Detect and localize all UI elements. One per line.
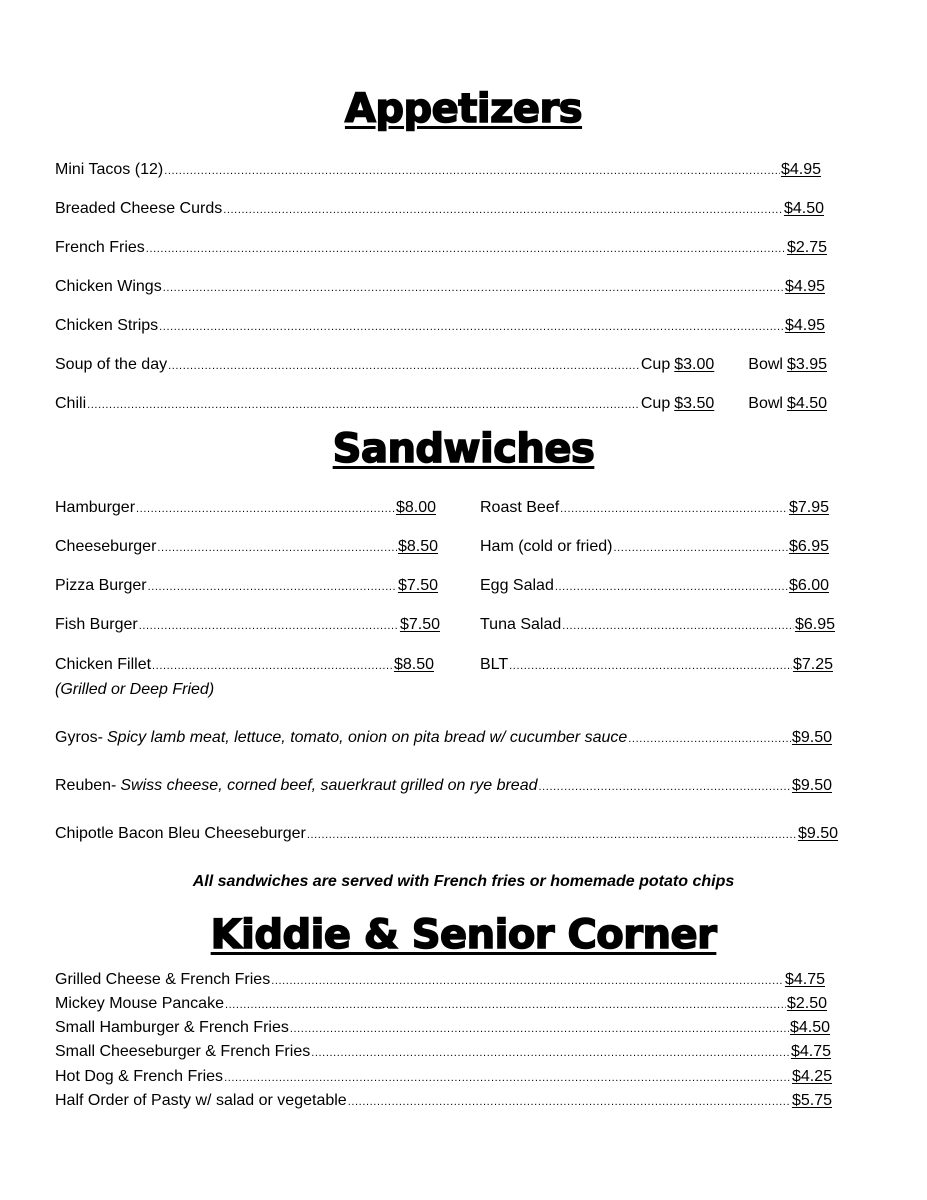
item-name: Mini Tacos (12) [55, 161, 164, 178]
leader-dots [271, 971, 784, 991]
leader-dots [628, 729, 791, 749]
special-item-row [55, 776, 832, 797]
item-price: $4.95 [784, 278, 825, 295]
chili-row [55, 394, 827, 415]
item-price: $2.75 [786, 239, 827, 256]
item-name: Chipotle Bacon Bleu Cheeseburger [55, 825, 306, 842]
item-price: $5.75 [791, 1092, 832, 1109]
menu-item-row [480, 576, 829, 597]
menu-item-row [55, 199, 824, 220]
leader-dots [152, 656, 393, 676]
item-price: $4.95 [780, 161, 821, 178]
leader-dots [225, 995, 786, 1015]
item-name: Hot Dog & French Fries [55, 1068, 224, 1085]
item-price: $6.95 [788, 538, 829, 555]
chicken-fillet-note: (Grilled or Deep Fried) [55, 681, 215, 698]
item-name: Chicken Strips [55, 317, 159, 334]
item-name: Roast Beef [480, 499, 560, 516]
leader-dots [539, 777, 791, 797]
cup-price: $3.00 [674, 356, 715, 373]
item-name: Fish Burger [55, 616, 138, 633]
menu-item-row [55, 277, 825, 298]
item-name: Breaded Cheese Curds [55, 200, 223, 217]
soup-row [55, 355, 827, 376]
kiddie-senior-heading: Kiddie & Senior Corner [210, 912, 717, 958]
sandwich-footnote: All sandwiches are served with French fries or homemade potato chips [192, 873, 735, 890]
item-price: $4.75 [790, 1043, 831, 1060]
item-name: Tuna Salad [480, 616, 562, 633]
leader-dots [311, 1043, 790, 1063]
item-name: Grilled Cheese & French Fries [55, 971, 271, 988]
menu-item-row [55, 970, 825, 991]
cup-label: Cup [640, 356, 671, 373]
menu-item-row [55, 1067, 832, 1088]
leader-dots [146, 239, 786, 259]
menu-item-row [55, 994, 827, 1015]
cup-price: $3.50 [674, 395, 715, 412]
leader-dots [290, 1019, 789, 1039]
item-name: Ham (cold or fried) [480, 538, 613, 555]
leader-dots [159, 317, 784, 337]
sandwiches-heading: Sandwiches [332, 426, 595, 472]
item-name: Hamburger [55, 499, 136, 516]
item-price: $7.95 [788, 499, 829, 516]
leader-dots [613, 538, 787, 558]
leader-dots [163, 278, 784, 298]
leader-dots [555, 577, 788, 597]
item-name: Chicken Wings [55, 278, 162, 295]
menu-item-row [480, 498, 829, 519]
bowl-price: $4.50 [786, 395, 827, 412]
item-name: BLT [480, 656, 509, 673]
menu-item-row [55, 655, 434, 676]
item-name: Cheeseburger [55, 538, 157, 555]
leader-dots [307, 825, 797, 845]
item-name: Small Cheeseburger & French Fries [55, 1043, 311, 1060]
leader-dots [509, 656, 792, 676]
item-price: $6.95 [794, 616, 835, 633]
leader-dots [348, 1092, 791, 1112]
item-price: $9.50 [797, 825, 838, 842]
item-price: $4.50 [789, 1019, 830, 1036]
appetizers-heading: Appetizers [344, 86, 583, 132]
item-price: $8.00 [395, 499, 436, 516]
menu-item-row [480, 655, 833, 676]
leader-dots [157, 538, 397, 558]
leader-dots [168, 356, 640, 376]
menu-item-row [55, 316, 825, 337]
menu-item-row [55, 576, 438, 597]
bowl-label: Bowl [748, 356, 783, 373]
item-name: Reuben- [55, 777, 117, 794]
item-name: Gyros- [55, 729, 103, 746]
bowl-label: Bowl [748, 395, 783, 412]
menu-item-row [55, 1042, 831, 1063]
item-name: Soup of the day [55, 356, 168, 373]
item-name: Mickey Mouse Pancake [55, 995, 224, 1012]
item-price: $7.25 [792, 656, 833, 673]
menu-item-row [480, 537, 829, 558]
item-name: Chicken Fillet [55, 656, 152, 673]
menu-item-row [55, 1091, 832, 1112]
leader-dots [560, 499, 788, 519]
menu-item-row [55, 1018, 830, 1039]
item-price: $2.50 [786, 995, 827, 1012]
leader-dots [164, 161, 780, 181]
menu-item-row [55, 238, 827, 259]
menu-item-row [55, 498, 436, 519]
item-price: $7.50 [399, 616, 440, 633]
item-price: $4.25 [791, 1068, 832, 1085]
leader-dots [148, 577, 397, 597]
item-price: $4.75 [784, 971, 825, 988]
item-name: Half Order of Pasty w/ salad or vegetable [55, 1092, 347, 1109]
leader-dots [562, 616, 794, 636]
bowl-price: $3.95 [786, 356, 827, 373]
item-price: $6.00 [788, 577, 829, 594]
item-price: $9.50 [791, 729, 832, 746]
leader-dots [139, 616, 399, 636]
leader-dots [224, 1068, 791, 1088]
item-name: Chili [55, 395, 87, 412]
cup-label: Cup [640, 395, 671, 412]
item-price: $9.50 [791, 777, 832, 794]
special-item-row [55, 728, 832, 749]
item-price: $8.50 [393, 656, 434, 673]
item-name: Egg Salad [480, 577, 554, 594]
item-description: Spicy lamb meat, lettuce, tomato, onion on pita bread w/ cucumber sauce [107, 729, 628, 746]
item-description: Swiss cheese, corned beef, sauerkraut grilled on rye bread [120, 777, 538, 794]
item-name: Pizza Burger [55, 577, 147, 594]
leader-dots [87, 395, 640, 415]
leader-dots [223, 200, 783, 220]
leader-dots [136, 499, 395, 519]
item-price: $8.50 [397, 538, 438, 555]
menu-item-row [55, 160, 821, 181]
item-price: $4.95 [784, 317, 825, 334]
item-price: $7.50 [397, 577, 438, 594]
item-price: $4.50 [783, 200, 824, 217]
menu-item-row [55, 615, 440, 636]
item-name: Small Hamburger & French Fries [55, 1019, 289, 1036]
menu-item-row [480, 615, 835, 636]
menu-item-row [55, 537, 438, 558]
item-name: French Fries [55, 239, 145, 256]
special-item-row [55, 824, 838, 845]
